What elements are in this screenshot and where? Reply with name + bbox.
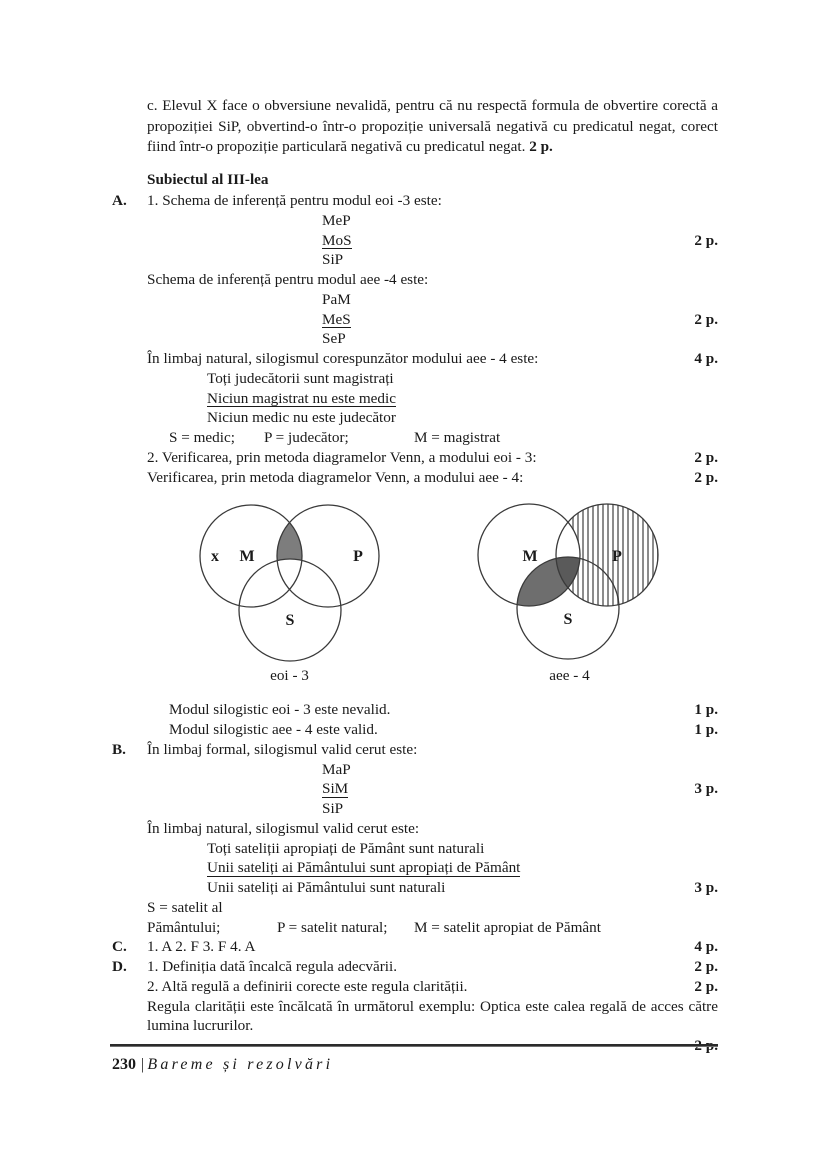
section-title: Subiectul al III-lea xyxy=(147,171,269,189)
block-a-line-3-row xyxy=(112,349,718,369)
nat-syll-a-conclusion: Niciun medic nu este judecător xyxy=(207,409,396,427)
venn-eoi-3-label-s: S xyxy=(285,612,295,630)
schema-b-minor-row xyxy=(112,779,718,799)
legend-a-m: M = magistrat xyxy=(414,429,501,447)
block-b-line-1: În limbaj formal, silogismul valid cerut este: xyxy=(147,740,418,758)
legend-a-s: S = medic; xyxy=(169,429,235,447)
block-a-line-1-row xyxy=(112,191,718,211)
block-b-marker: B. xyxy=(112,740,126,758)
legend-b-p: P = satelit natural; xyxy=(277,918,388,936)
legend-b-row xyxy=(112,898,718,938)
intro-paragraph xyxy=(147,96,718,158)
block-a-line-5-points: 2 p. xyxy=(694,468,718,486)
block-d-line-2: 2. Altă regulă a definirii corecte este regula clarității. xyxy=(147,977,468,995)
block-d-marker: D. xyxy=(112,958,127,976)
schema-b-premise-major: MaP xyxy=(322,760,351,778)
block-a-line-4-row xyxy=(112,448,718,468)
intro-paragraph-points: 2 p. xyxy=(529,138,553,156)
page-content xyxy=(112,96,718,1056)
venn-aee-4-label-m: M xyxy=(522,548,538,566)
venn-eoi-3-label-m: M xyxy=(239,548,255,566)
venn-aee-4-label-s: S xyxy=(563,611,573,629)
block-a-line-2-row xyxy=(112,270,718,290)
schema-1-conclusion: SiP xyxy=(322,251,344,269)
schema-2-minor-row xyxy=(112,310,718,330)
schema-2-premise-minor: MeS xyxy=(322,310,351,328)
schema-2-premise-major: PaM xyxy=(322,290,351,308)
venn-aee-4-caption: aee - 4 xyxy=(549,667,590,685)
verdict-1-points: 1 p. xyxy=(694,701,718,719)
intro-paragraph-text: c. Elevul X face o obversiune nevalidă, pentru că nu respectă formula de obvertire corectă a propoziției SiP, obvertind-o într-o propoziție universală negativă cu predicatul negat, corect fiind într-o propoziție particulară negativă cu predicatul negat. xyxy=(147,97,718,156)
legend-b-m: M = satelit apropiat de Pământ xyxy=(414,918,601,936)
schema-1-minor-row xyxy=(112,231,718,251)
block-d-line-1: 1. Definiția dată încalcă regula adecvării. xyxy=(147,958,398,976)
venn-diagram-aee-4 xyxy=(467,495,672,675)
block-d-line-1-row xyxy=(112,957,718,977)
block-d-line-3-points: 2 p. xyxy=(694,1037,718,1055)
block-c-points: 4 p. xyxy=(694,938,718,956)
block-d-line-1-points: 2 p. xyxy=(694,958,718,976)
block-a-line-3: În limbaj natural, silogismul corespunzător modului aee - 4 este: xyxy=(147,350,539,368)
block-a-line-3-points: 4 p. xyxy=(694,350,718,368)
block-b-line-2: În limbaj natural, silogismul valid cerut este: xyxy=(147,819,420,837)
nat-syll-b-premise-minor: Unii sateliți ai Pământului sunt apropiați de Pământ xyxy=(207,859,521,877)
nat-syll-a-premise-major: Toți judecătorii sunt magistrați xyxy=(207,369,394,387)
block-d-line-2-points: 2 p. xyxy=(694,977,718,995)
nat-syll-b-major-row xyxy=(112,839,718,859)
venn-eoi-3-label-p: P xyxy=(353,548,363,566)
block-a-line-1: 1. Schema de inferență pentru modul eoi -3 este: xyxy=(147,192,442,210)
schema-b-premise-minor: SiM xyxy=(322,780,349,798)
footer-separator: | xyxy=(140,1056,145,1073)
schema-2-major-row xyxy=(112,290,718,310)
block-a-line-5-row xyxy=(112,468,718,488)
nat-syll-b-premise-major: Toți sateliții apropiați de Pământ sunt naturali xyxy=(207,839,485,857)
venn-aee-4-label-p: P xyxy=(612,548,622,566)
block-b-line-2-row xyxy=(112,819,718,839)
venn-aee-4-svg xyxy=(467,495,672,670)
block-a-marker: A. xyxy=(112,192,127,210)
schema-2-points: 2 p. xyxy=(694,310,718,328)
schema-1-points: 2 p. xyxy=(694,231,718,249)
venn-diagram-eoi-3 xyxy=(182,495,397,675)
schema-1-conclusion-row xyxy=(112,250,718,270)
schema-2-conclusion-row xyxy=(112,329,718,349)
verdict-1-row xyxy=(112,700,718,720)
nat-syll-a-premise-minor: Niciun magistrat nu este medic xyxy=(207,389,396,407)
schema-1-major-row xyxy=(112,211,718,231)
legend-b-s: S = satelit al Pământului; xyxy=(147,898,223,936)
nat-syll-b-points: 3 p. xyxy=(694,879,718,897)
block-d-line-3-row xyxy=(112,997,718,1037)
legend-a-row xyxy=(112,428,718,448)
schema-b-points: 3 p. xyxy=(694,780,718,798)
block-d-line-3: Regula clarității este încălcată în următorul exemplu: Optica este calea regală de acces către lumina lucrurilor. xyxy=(147,997,718,1035)
nat-syll-b-minor-row xyxy=(112,858,718,878)
block-a-line-4: 2. Verificarea, prin metoda diagramelor Venn, a modului eoi - 3: xyxy=(147,448,537,466)
schema-1-premise-major: MeP xyxy=(322,211,351,229)
block-a-line-2: Schema de inferență pentru modul aee -4 este: xyxy=(147,271,429,289)
footer-title: Bareme și rezolvări xyxy=(147,1056,334,1073)
block-a-line-5: Verificarea, prin metoda diagramelor Venn, a modului aee - 4: xyxy=(147,468,524,486)
venn-eoi-3-svg xyxy=(182,495,397,670)
schema-b-conclusion: SiP xyxy=(322,800,344,818)
nat-syll-b-conclusion-row xyxy=(112,878,718,898)
venn-eoi-3-caption: eoi - 3 xyxy=(270,667,309,685)
footer-page-number: 230 xyxy=(112,1056,136,1073)
verdict-1: Modul silogistic eoi - 3 este nevalid. xyxy=(169,701,391,719)
verdict-2-row xyxy=(112,720,718,740)
block-c-answers: 1. A 2. F 3. F 4. A xyxy=(147,938,256,956)
footer-divider xyxy=(110,1044,718,1047)
footer xyxy=(112,1056,333,1074)
block-d-line-2-row xyxy=(112,977,718,997)
nat-syll-a-minor-row xyxy=(112,389,718,409)
verdict-2: Modul silogistic aee - 4 este valid. xyxy=(169,721,378,739)
legend-a-p: P = judecător; xyxy=(264,429,349,447)
schema-b-major-row xyxy=(112,760,718,780)
schema-1-premise-minor: MoS xyxy=(322,231,352,249)
schema-b-conclusion-row xyxy=(112,799,718,819)
block-b-line-1-row xyxy=(112,740,718,760)
schema-2-conclusion: SeP xyxy=(322,330,346,348)
block-a-line-4-points: 2 p. xyxy=(694,448,718,466)
verdict-2-points: 1 p. xyxy=(694,721,718,739)
nat-syll-a-conclusion-row xyxy=(112,408,718,428)
block-c-row xyxy=(112,937,718,957)
venn-eoi-3-x-marker: x xyxy=(211,548,219,566)
block-c-marker: C. xyxy=(112,938,127,956)
nat-syll-b-conclusion: Unii sateliți ai Pământului sunt naturali xyxy=(207,879,446,897)
nat-syll-a-major-row xyxy=(112,369,718,389)
venn-diagram-area xyxy=(112,495,718,700)
